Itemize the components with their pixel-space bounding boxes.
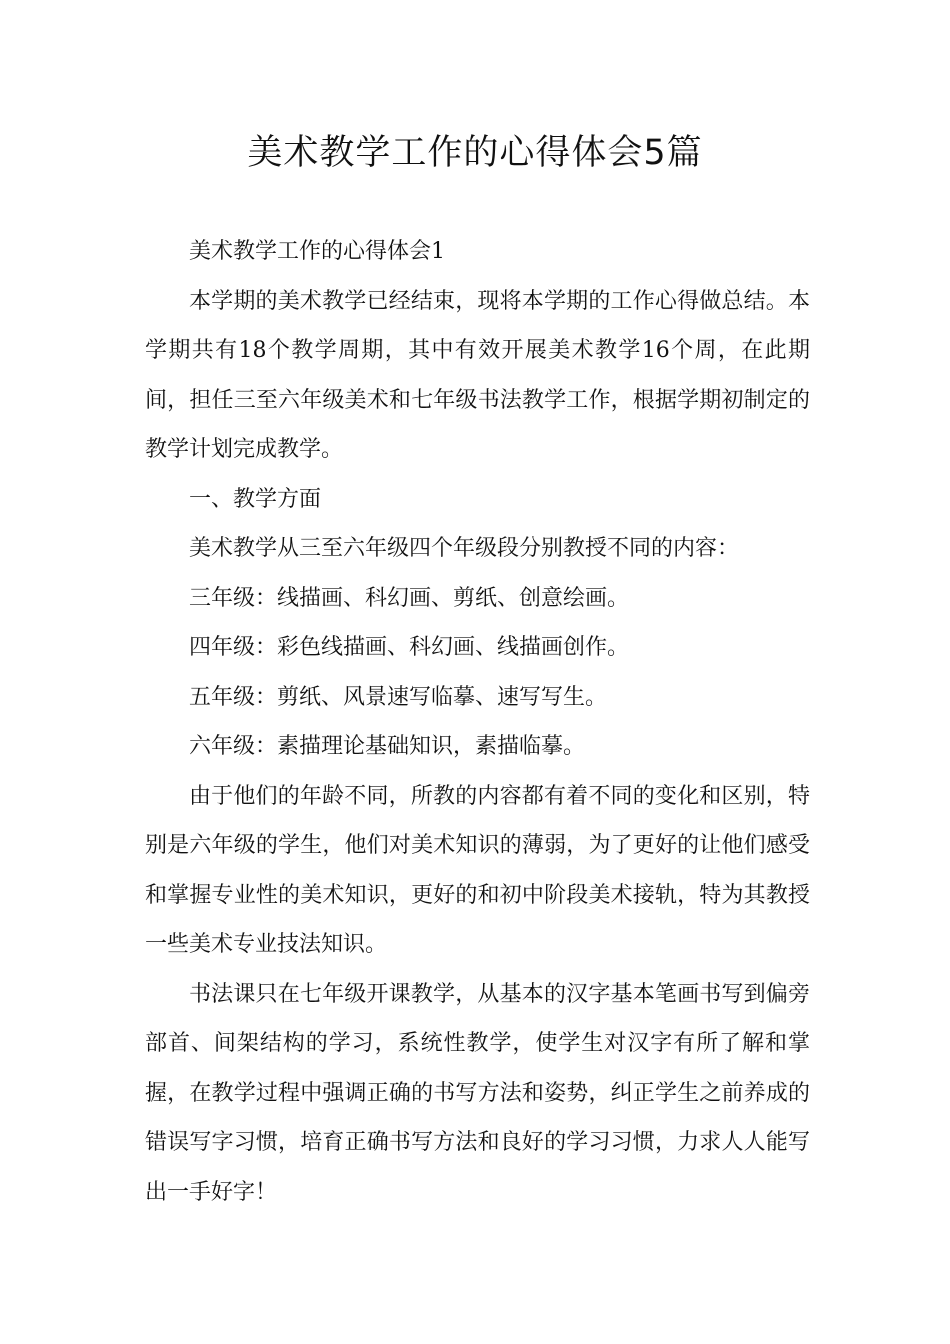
section-heading: 一、教学方面 bbox=[189, 486, 322, 512]
paragraph: 本学期的美术教学已经结束，现将本学期的工作心得做总结。本学期共有18个教学周期，其中有效开展美术教学16个周，在此期间，担任三至六年级美术和七年级书法教学工作，根据学期初制定的教学计划完成教学。 bbox=[145, 288, 810, 462]
list-item: 四年级：彩色线描画、科幻画、线描画创作。 bbox=[189, 635, 630, 660]
list-item: 三年级：线描画、科幻画、剪纸、创意绘画。 bbox=[189, 585, 630, 611]
list-item: 六年级：素描理论基础知识，素描临摹。 bbox=[189, 734, 586, 759]
paragraph: 由于他们的年龄不同，所教的内容都有着不同的变化和区别，特别是六年级的学生，他们对美术知识的薄弱，为了更好的让他们感受和掌握专业性的美术知识，更好的和初中阶段美术接轨，特为其教授一些美术专业技法知识。 bbox=[145, 783, 810, 957]
document-title: 美术教学工作的心得体会5篇 bbox=[247, 133, 703, 173]
document-body bbox=[145, 227, 810, 1217]
section-heading: 美术教学工作的心得体会1 bbox=[189, 239, 445, 264]
paragraph: 书法课只在七年级开课教学，从基本的汉字基本笔画书写到偏旁部首、间架结构的学习，系统性教学，使学生对汉字有所了解和掌握，在教学过程中强调正确的书写方法和姿势，纠正学生之前养成的错误写字习惯，培育正确书写方法和良好的学习习惯，力求人人能写出一手好字！ bbox=[145, 981, 810, 1205]
list-item: 五年级：剪纸、风景速写临摹、速写写生。 bbox=[189, 684, 608, 710]
paragraph: 美术教学从三至六年级四个年级段分别教授不同的内容： bbox=[189, 536, 740, 561]
